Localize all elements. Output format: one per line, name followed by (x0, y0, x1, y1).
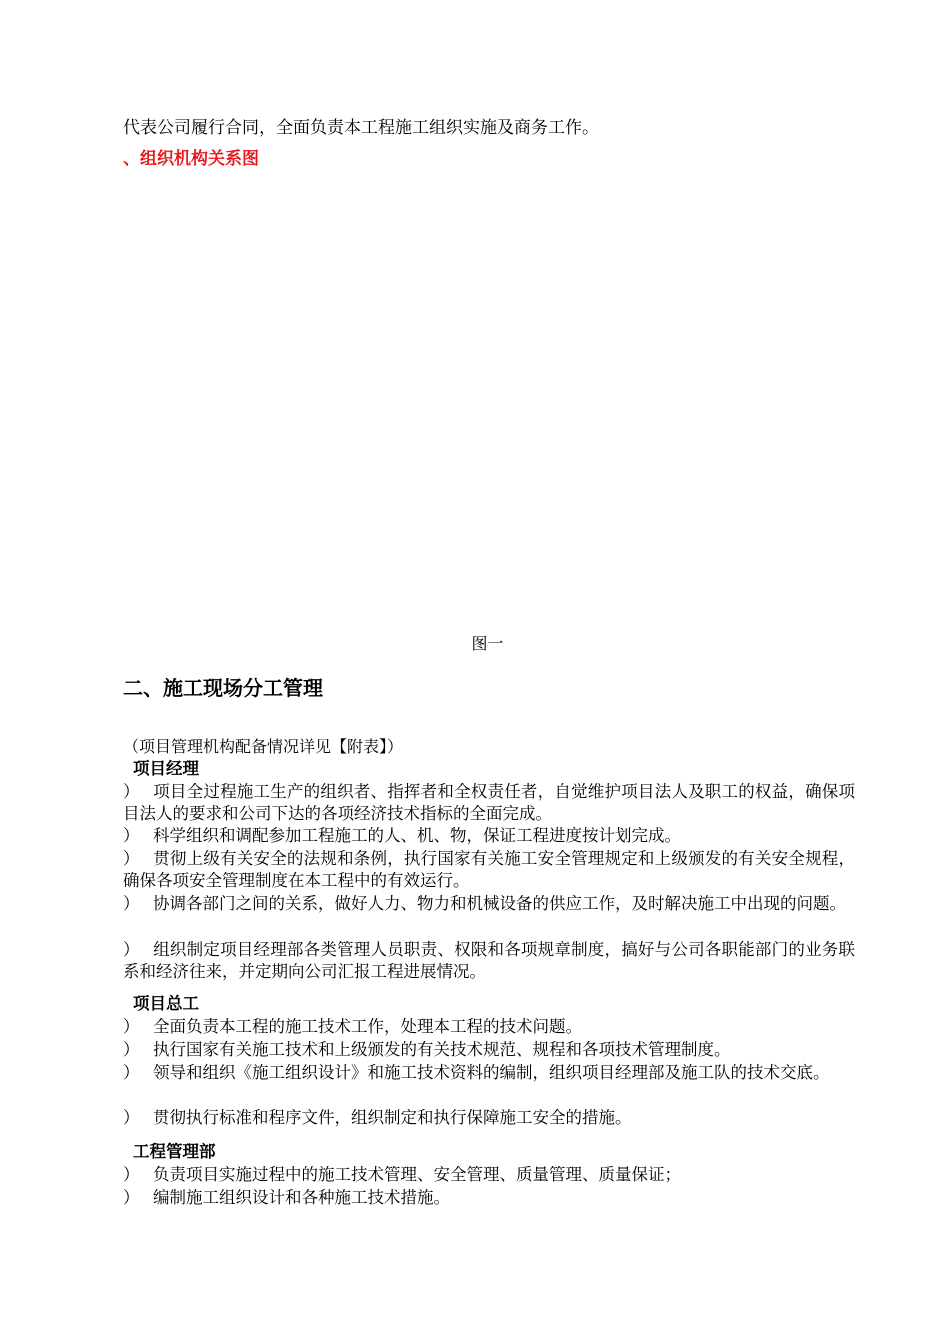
duty-text: 执行国家有关施工技术和上级颁发的有关技术规范、规程和各项技术管理制度。 (153, 1040, 731, 1059)
bullet-mark: ） (123, 1108, 140, 1127)
bullet-mark: ） (123, 1188, 140, 1207)
duty-text: 组织制定项目经理部各类管理人员职责、权限和各项规章制度，搞好与公司各职能部门的业务联系和经济往来，并定期向公司汇报工程进展情况。 (123, 940, 855, 981)
bullet-mark: ） (123, 1040, 140, 1059)
figure-caption: 图一 (471, 634, 504, 653)
bullet-mark: ） (123, 1063, 140, 1082)
duty-text: 贯彻执行标准和程序文件，组织制定和执行保障施工安全的措施。 (153, 1108, 632, 1127)
duty-item (123, 939, 855, 983)
duty-item (123, 1187, 855, 1209)
duty-item (123, 825, 855, 847)
duty-item (123, 1107, 855, 1129)
role-title-engineering-dept: 工程管理部 (133, 1142, 216, 1161)
duty-text: 编制施工组织设计和各种施工技术措施。 (153, 1188, 450, 1207)
duty-item (123, 1039, 855, 1061)
duty-text: 贯彻上级有关安全的法规和条例，执行国家有关施工安全管理规定和上级颁发的有关安全规程，确保各项安全管理制度在本工程中的有效运行。 (123, 849, 855, 890)
duty-item (123, 781, 855, 825)
duty-text: 项目全过程施工生产的组织者、指挥者和全权责任者，自觉维护项目法人及职工的权益，确保项目法人的要求和公司下达的各项经济技术指标的全面完成。 (123, 782, 855, 823)
bullet-mark: ） (123, 782, 140, 801)
duty-item (123, 848, 855, 892)
intro-paragraph: 代表公司履行合同，全面负责本工程施工组织实施及商务工作。 (123, 118, 599, 138)
duty-item (123, 1062, 855, 1084)
org-chart-placeholder (123, 180, 853, 620)
org-chart-heading: 、组织机构关系图 (123, 149, 259, 169)
section-title: 二、施工现场分工管理 (123, 676, 323, 700)
role-title-project-manager: 项目经理 (133, 759, 199, 778)
duty-text: 科学组织和调配参加工程施工的人、机、物，保证工程进度按计划完成。 (153, 826, 681, 845)
duty-text: 负责项目实施过程中的施工技术管理、安全管理、质量管理、质量保证； (153, 1165, 681, 1184)
role-title-chief-engineer: 项目总工 (133, 994, 199, 1013)
section-note: （项目管理机构配备情况详见【附表】） (123, 737, 404, 756)
bullet-mark: ） (123, 940, 140, 959)
bullet-mark: ） (123, 826, 140, 845)
duty-item (123, 893, 855, 915)
bullet-mark: ） (123, 849, 140, 868)
duty-text: 领导和组织《施工组织设计》和施工技术资料的编制，组织项目经理部及施工队的技术交底。 (153, 1063, 830, 1082)
duty-text: 协调各部门之间的关系，做好人力、物力和机械设备的供应工作，及时解决施工中出现的问题。 (153, 894, 846, 913)
bullet-mark: ） (123, 1017, 140, 1036)
bullet-mark: ） (123, 894, 140, 913)
duty-item (123, 1016, 855, 1038)
duty-item (123, 1164, 855, 1186)
bullet-mark: ） (123, 1165, 140, 1184)
duty-text: 全面负责本工程的施工技术工作，处理本工程的技术问题。 (153, 1017, 582, 1036)
